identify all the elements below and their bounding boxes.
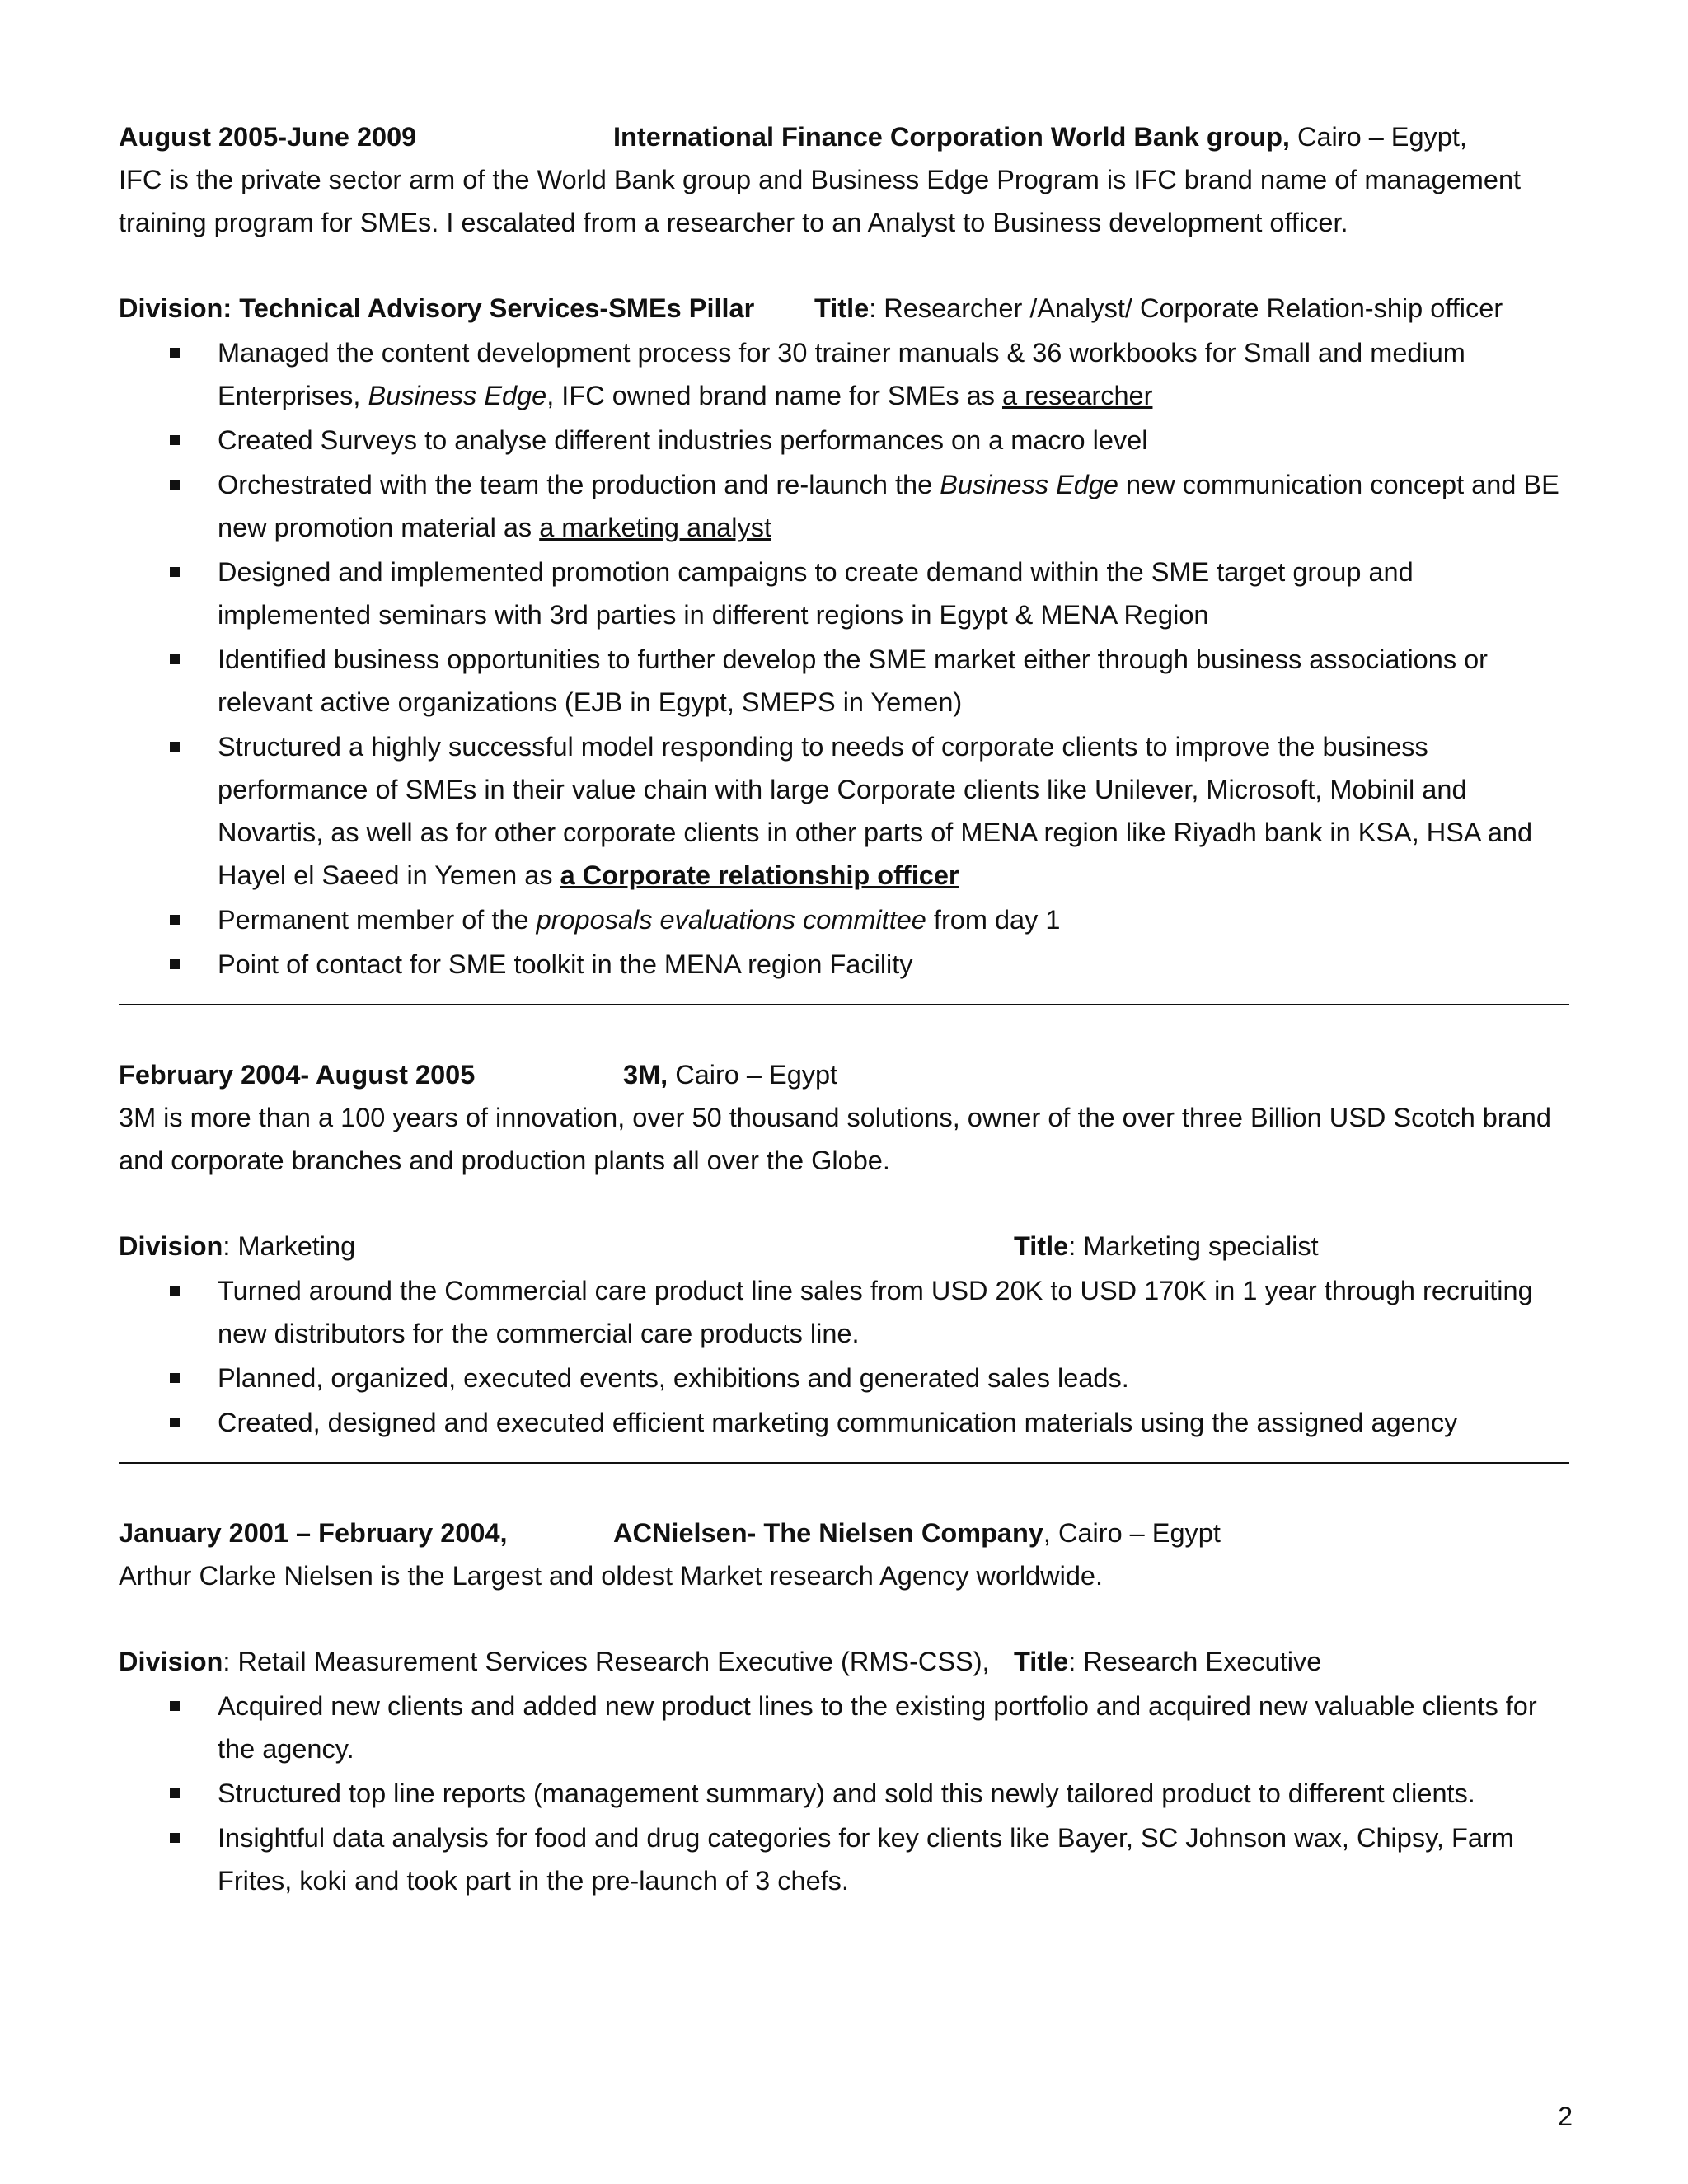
job-header [119,115,1569,158]
company-description: 3M is more than a 100 years of innovation, over 50 thousand solutions, owner of the over three Billion USD Scotch brand and corporate branches and production plants all over the Globe. [119,1103,1551,1175]
division-value: : Retail Measurement Services Research Executive (RMS-CSS), [223,1647,990,1676]
division-title-line [119,287,1569,330]
company-location: , Cairo – Egypt [1043,1518,1221,1548]
job-dates: January 2001 – February 2004, [119,1518,508,1548]
bullet-text: Insightful data analysis for food and drug categories for key clients like Bayer, SC Johnson wax, Chipsy, Farm Frites, koki and took part in the pre-launch of 3 chefs. [218,1823,1514,1896]
bullet-text: Acquired new clients and added new product lines to the existing portfolio and acquired new valuable clients for the agency. [218,1691,1537,1764]
page-number: 2 [1558,2102,1573,2131]
title-field [1014,1640,1321,1683]
title-field [1014,1225,1319,1268]
square-bullet-icon [170,654,180,664]
bullet-italic: Business Edge [940,470,1119,499]
division-title-line [119,1640,1569,1683]
list-item [119,1816,1569,1902]
bullet-text: Structured a highly successful model responding to needs of corporate clients to improve the business performance of SMEs in their value chain with large Corporate clients like Unilever, Microsoft, Mobinil and Novartis, as well as for other corporate clients in other parts of MENA region like Riyadh bank in KSA, HSA and Hayel el Saeed in Yemen as [218,732,1533,890]
list-item [119,638,1569,724]
job-entry-ifc [119,115,1569,1005]
square-bullet-icon [170,742,180,752]
list-item [119,943,1569,986]
square-bullet-icon [170,959,180,969]
company-description: IFC is the private sector arm of the World Bank group and Business Edge Program is IFC brand name of management training program for SMEs. I escalated from a researcher to an Analyst to Business development officer. [119,165,1522,237]
division-label: Division: Technical Advisory Services-SMEs Pillar [119,293,755,323]
bullet-text: Identified business opportunities to further develop the SME market either through business associations or relevant active organizations (EJB in Egypt, SMEPS in Yemen) [218,644,1489,717]
title-field [814,287,1503,330]
bullet-text: Point of contact for SME toolkit in the MENA region Facility [218,949,913,979]
job-entry-3m [119,1053,1569,1464]
list-item [119,1401,1569,1444]
title-value: : Research Executive [1068,1647,1322,1676]
list-item [119,1685,1569,1770]
list-item [119,898,1569,941]
list-item [119,331,1569,417]
company-name: 3M, [623,1060,668,1090]
bullet-text: Turned around the Commercial care product line sales from USD 20K to USD 170K in 1 year through recruiting new distributors for the commercial care products line. [218,1276,1533,1348]
job-dates: August 2005-June 2009 [119,122,417,152]
bullet-underlined: a researcher [1002,381,1153,410]
achievement-list [119,1685,1569,1902]
job-header [119,1053,1569,1096]
job-employer [623,1053,837,1096]
job-entry-acnielsen [119,1511,1569,1902]
division-title-line [119,1225,1569,1268]
square-bullet-icon [170,915,180,925]
list-item [119,1357,1569,1399]
title-label: Title [1014,1647,1069,1676]
title-value: : Researcher /Analyst/ Corporate Relation-ship officer [869,293,1503,323]
bullet-text: , IFC owned brand name for SMEs as [546,381,1002,410]
title-value: : Marketing specialist [1068,1231,1319,1261]
square-bullet-icon [170,1833,180,1843]
division-label: Division [119,1231,223,1261]
title-label: Title [1014,1231,1069,1261]
bullet-text: Structured top line reports (management summary) and sold this newly tailored product to different clients. [218,1779,1475,1808]
division-label: Division [119,1647,223,1676]
company-location: Cairo – Egypt [668,1060,838,1090]
square-bullet-icon [170,1701,180,1711]
square-bullet-icon [170,567,180,577]
square-bullet-icon [170,1373,180,1383]
bullet-text: Created, designed and executed efficient marketing communication materials using the assigned agency [218,1408,1458,1437]
bullet-text: Planned, organized, executed events, exhibitions and generated sales leads. [218,1363,1129,1393]
company-name: International Finance Corporation World Bank group, [613,122,1290,152]
job-employer [613,115,1467,158]
bullet-bold-underlined: a Corporate relationship officer [560,860,959,890]
list-item [119,419,1569,462]
title-label: Title [814,293,870,323]
bullet-text: Managed the content development process for 30 trainer manuals & 36 workbooks for Small and medium Enterprises, [218,338,1465,410]
bullet-italic: Business Edge [368,381,547,410]
bullet-text: from day 1 [926,905,1061,935]
bullet-text: Designed and implemented promotion campaigns to create demand within the SME target group and implemented seminars with 3rd parties in different regions in Egypt & MENA Region [218,557,1414,630]
square-bullet-icon [170,1286,180,1296]
achievement-list [119,331,1569,986]
company-name: ACNielsen- The Nielsen Company [613,1518,1043,1548]
resume-page [119,115,1569,1902]
bullet-text: Created Surveys to analyse different industries performances on a macro level [218,425,1148,455]
company-location: Cairo – Egypt, [1289,122,1467,152]
job-header [119,1511,1569,1554]
list-item [119,551,1569,636]
bullet-italic: proposals evaluations committee [536,905,926,935]
bullet-text: Permanent member of the [218,905,537,935]
job-dates: February 2004- August 2005 [119,1060,476,1090]
square-bullet-icon [170,1788,180,1798]
square-bullet-icon [170,348,180,358]
list-item [119,725,1569,897]
list-item [119,1269,1569,1355]
square-bullet-icon [170,1418,180,1427]
company-description: Arthur Clarke Nielsen is the Largest and oldest Market research Agency worldwide. [119,1561,1104,1591]
bullet-text: new communication concept and BE new promotion material as [218,470,1559,542]
list-item [119,1772,1569,1815]
achievement-list [119,1269,1569,1444]
job-employer [613,1511,1221,1554]
bullet-text: Orchestrated with the team the production and re-launch the [218,470,940,499]
list-item [119,463,1569,549]
square-bullet-icon [170,435,180,445]
square-bullet-icon [170,480,180,490]
division-value: : Marketing [223,1231,356,1261]
bullet-underlined: a marketing analyst [539,513,771,542]
